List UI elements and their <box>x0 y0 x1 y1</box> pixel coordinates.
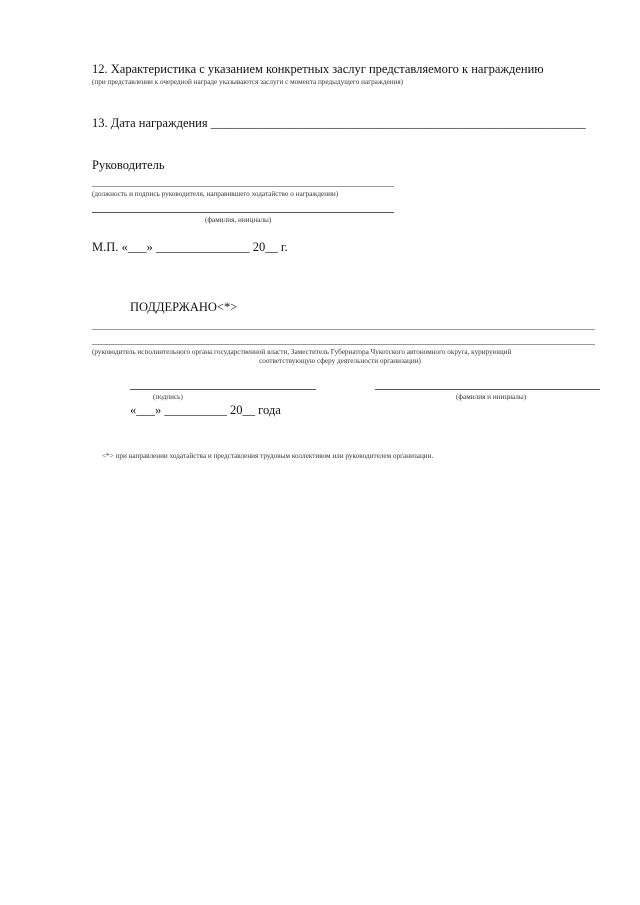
section-13-award-date: 13. Дата награждения ____________________________________________________________ <box>92 116 586 130</box>
head-name-caption: (фамилия, инициалы) <box>205 216 272 224</box>
supported-name-caption: (фамилия и инициалы) <box>456 393 527 401</box>
supported-signature-caption: (подпись) <box>153 393 183 401</box>
supported-signature-line <box>130 389 316 390</box>
footnote: <*> при направлении ходатайства и представления трудовым коллективом или руководителем организации. <box>102 452 434 460</box>
supported-date-line: «___» __________ 20__ года <box>130 403 281 417</box>
position-signature-line <box>92 186 394 187</box>
stamp-date-line: М.П. «___» _______________ 20__ г. <box>92 240 288 254</box>
supported-caption-line-1: (руководитель исполнительного органа государственной власти, Заместитель Губернатора Чукотского автономного округа, курирующий <box>92 348 512 356</box>
head-name-line <box>92 212 394 213</box>
head-title: Руководитель <box>92 158 165 172</box>
supported-name-line <box>375 389 600 390</box>
supported-blank-line <box>92 329 595 330</box>
supported-official-line <box>92 344 595 345</box>
section-12-note: (при представлении к очередной награде указываются заслуги с момента предыдущего награждения) <box>92 78 404 86</box>
position-signature-caption: (должность и подпись руководителя, направившего ходатайство о награждении) <box>92 190 339 198</box>
section-12-title: 12. Характеристика с указанием конкретных заслуг представляемого к награждению <box>92 62 544 76</box>
supported-caption-line-2: соответствующую сферу деятельности организации) <box>259 357 421 365</box>
supported-title: ПОДДЕРЖАНО<*> <box>130 300 238 314</box>
